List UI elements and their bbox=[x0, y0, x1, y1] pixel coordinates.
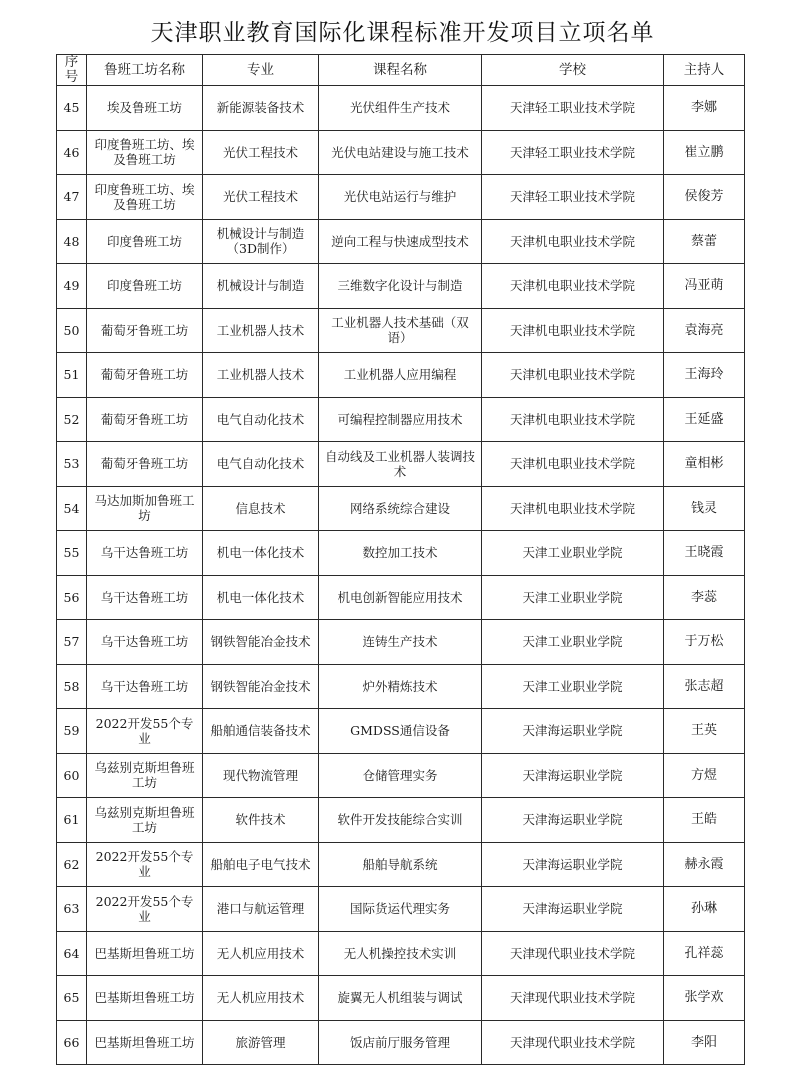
host-cell: 方煜 bbox=[664, 753, 745, 798]
header-workshop: 鲁班工坊名称 bbox=[87, 55, 203, 86]
seq-cell: 56 bbox=[57, 575, 87, 620]
workshop-cell: 2022开发55个专业 bbox=[87, 842, 203, 887]
table-row bbox=[57, 486, 745, 531]
table-row bbox=[57, 130, 745, 175]
course-cell: 可编程控制器应用技术 bbox=[319, 397, 482, 442]
host-cell: 王晓霞 bbox=[664, 531, 745, 576]
workshop-cell: 乌兹别克斯坦鲁班工坊 bbox=[87, 753, 203, 798]
course-cell: 软件开发技能综合实训 bbox=[319, 798, 482, 843]
seq-cell: 60 bbox=[57, 753, 87, 798]
major-cell: 机电一体化技术 bbox=[203, 575, 319, 620]
workshop-cell: 印度鲁班工坊、埃及鲁班工坊 bbox=[87, 130, 203, 175]
school-cell: 天津海运职业学院 bbox=[482, 842, 664, 887]
major-cell: 港口与航运管理 bbox=[203, 887, 319, 932]
workshop-cell: 乌干达鲁班工坊 bbox=[87, 620, 203, 665]
table-row bbox=[57, 931, 745, 976]
major-cell: 钢铁智能冶金技术 bbox=[203, 620, 319, 665]
course-cell: 机电创新智能应用技术 bbox=[319, 575, 482, 620]
workshop-cell: 埃及鲁班工坊 bbox=[87, 86, 203, 131]
host-cell: 钱灵 bbox=[664, 486, 745, 531]
host-cell: 王延盛 bbox=[664, 397, 745, 442]
table-header bbox=[57, 55, 745, 86]
school-cell: 天津机电职业技术学院 bbox=[482, 219, 664, 264]
major-cell: 钢铁智能冶金技术 bbox=[203, 664, 319, 709]
course-cell: 自动线及工业机器人装调技术 bbox=[319, 442, 482, 487]
workshop-cell: 2022开发55个专业 bbox=[87, 887, 203, 932]
major-cell: 无人机应用技术 bbox=[203, 931, 319, 976]
host-cell: 蔡蕾 bbox=[664, 219, 745, 264]
workshop-cell: 2022开发55个专业 bbox=[87, 709, 203, 754]
seq-cell: 51 bbox=[57, 353, 87, 398]
school-cell: 天津现代职业技术学院 bbox=[482, 931, 664, 976]
school-cell: 天津现代职业技术学院 bbox=[482, 1020, 664, 1065]
course-cell: 仓储管理实务 bbox=[319, 753, 482, 798]
header-school: 学校 bbox=[482, 55, 664, 86]
seq-cell: 64 bbox=[57, 931, 87, 976]
host-cell: 赫永霞 bbox=[664, 842, 745, 887]
major-cell: 电气自动化技术 bbox=[203, 397, 319, 442]
course-cell: 工业机器人应用编程 bbox=[319, 353, 482, 398]
seq-cell: 66 bbox=[57, 1020, 87, 1065]
course-cell: 船舶导航系统 bbox=[319, 842, 482, 887]
table-row bbox=[57, 709, 745, 754]
table-row bbox=[57, 86, 745, 131]
table-row bbox=[57, 353, 745, 398]
course-cell: 网络系统综合建设 bbox=[319, 486, 482, 531]
host-cell: 于万松 bbox=[664, 620, 745, 665]
seq-cell: 58 bbox=[57, 664, 87, 709]
workshop-cell: 乌干达鲁班工坊 bbox=[87, 575, 203, 620]
host-cell: 孔祥蕊 bbox=[664, 931, 745, 976]
major-cell: 现代物流管理 bbox=[203, 753, 319, 798]
school-cell: 天津现代职业技术学院 bbox=[482, 976, 664, 1021]
course-cell: 逆向工程与快速成型技术 bbox=[319, 219, 482, 264]
course-cell: 光伏组件生产技术 bbox=[319, 86, 482, 131]
school-cell: 天津海运职业学院 bbox=[482, 753, 664, 798]
table-row bbox=[57, 442, 745, 487]
host-cell: 王皓 bbox=[664, 798, 745, 843]
table-row bbox=[57, 264, 745, 309]
school-cell: 天津机电职业技术学院 bbox=[482, 353, 664, 398]
school-cell: 天津轻工职业技术学院 bbox=[482, 175, 664, 220]
school-cell: 天津机电职业技术学院 bbox=[482, 442, 664, 487]
header-major: 专业 bbox=[203, 55, 319, 86]
school-cell: 天津轻工职业技术学院 bbox=[482, 130, 664, 175]
host-cell: 王英 bbox=[664, 709, 745, 754]
host-cell: 冯亚萌 bbox=[664, 264, 745, 309]
major-cell: 软件技术 bbox=[203, 798, 319, 843]
major-cell: 光伏工程技术 bbox=[203, 175, 319, 220]
host-cell: 张志超 bbox=[664, 664, 745, 709]
course-cell: 饭店前厅服务管理 bbox=[319, 1020, 482, 1065]
table-row bbox=[57, 664, 745, 709]
course-cell: 旋翼无人机组装与调试 bbox=[319, 976, 482, 1021]
host-cell: 李娜 bbox=[664, 86, 745, 131]
seq-cell: 46 bbox=[57, 130, 87, 175]
header-host: 主持人 bbox=[664, 55, 745, 86]
major-cell: 船舶电子电气技术 bbox=[203, 842, 319, 887]
seq-cell: 57 bbox=[57, 620, 87, 665]
seq-cell: 52 bbox=[57, 397, 87, 442]
workshop-cell: 巴基斯坦鲁班工坊 bbox=[87, 931, 203, 976]
table-row bbox=[57, 308, 745, 353]
major-cell: 新能源装备技术 bbox=[203, 86, 319, 131]
header-row bbox=[57, 55, 745, 86]
workshop-cell: 巴基斯坦鲁班工坊 bbox=[87, 1020, 203, 1065]
major-cell: 机械设计与制造 bbox=[203, 264, 319, 309]
course-cell: 三维数字化设计与制造 bbox=[319, 264, 482, 309]
page-title: 天津职业教育国际化课程标准开发项目立项名单 bbox=[150, 20, 655, 46]
major-cell: 电气自动化技术 bbox=[203, 442, 319, 487]
seq-cell: 65 bbox=[57, 976, 87, 1021]
school-cell: 天津工业职业学院 bbox=[482, 531, 664, 576]
major-cell: 信息技术 bbox=[203, 486, 319, 531]
seq-cell: 59 bbox=[57, 709, 87, 754]
seq-cell: 63 bbox=[57, 887, 87, 932]
course-cell: GMDSS通信设备 bbox=[319, 709, 482, 754]
major-cell: 工业机器人技术 bbox=[203, 353, 319, 398]
workshop-cell: 葡萄牙鲁班工坊 bbox=[87, 353, 203, 398]
seq-cell: 54 bbox=[57, 486, 87, 531]
school-cell: 天津工业职业学院 bbox=[482, 664, 664, 709]
table-row bbox=[57, 753, 745, 798]
workshop-cell: 印度鲁班工坊、埃及鲁班工坊 bbox=[87, 175, 203, 220]
workshop-cell: 乌兹别克斯坦鲁班工坊 bbox=[87, 798, 203, 843]
major-cell: 机电一体化技术 bbox=[203, 531, 319, 576]
school-cell: 天津机电职业技术学院 bbox=[482, 397, 664, 442]
seq-cell: 48 bbox=[57, 219, 87, 264]
host-cell: 童相彬 bbox=[664, 442, 745, 487]
host-cell: 侯俊芳 bbox=[664, 175, 745, 220]
table-row bbox=[57, 575, 745, 620]
table-row bbox=[57, 976, 745, 1021]
host-cell: 李阳 bbox=[664, 1020, 745, 1065]
table-row bbox=[57, 798, 745, 843]
major-cell: 工业机器人技术 bbox=[203, 308, 319, 353]
seq-cell: 50 bbox=[57, 308, 87, 353]
table-row bbox=[57, 175, 745, 220]
host-cell: 李蕊 bbox=[664, 575, 745, 620]
major-cell: 船舶通信装备技术 bbox=[203, 709, 319, 754]
course-cell: 数控加工技术 bbox=[319, 531, 482, 576]
workshop-cell: 葡萄牙鲁班工坊 bbox=[87, 442, 203, 487]
workshop-cell: 印度鲁班工坊 bbox=[87, 264, 203, 309]
table-row bbox=[57, 531, 745, 576]
workshop-cell: 马达加斯加鲁班工坊 bbox=[87, 486, 203, 531]
host-cell: 王海玲 bbox=[664, 353, 745, 398]
school-cell: 天津海运职业学院 bbox=[482, 798, 664, 843]
header-seq: 序号 bbox=[57, 55, 87, 86]
seq-cell: 47 bbox=[57, 175, 87, 220]
workshop-cell: 乌干达鲁班工坊 bbox=[87, 664, 203, 709]
school-cell: 天津轻工职业技术学院 bbox=[482, 86, 664, 131]
school-cell: 天津工业职业学院 bbox=[482, 575, 664, 620]
seq-cell: 62 bbox=[57, 842, 87, 887]
course-cell: 工业机器人技术基础（双语） bbox=[319, 308, 482, 353]
seq-cell: 45 bbox=[57, 86, 87, 131]
course-cell: 炉外精炼技术 bbox=[319, 664, 482, 709]
school-cell: 天津工业职业学院 bbox=[482, 620, 664, 665]
seq-cell: 55 bbox=[57, 531, 87, 576]
course-cell: 无人机操控技术实训 bbox=[319, 931, 482, 976]
host-cell: 孙琳 bbox=[664, 887, 745, 932]
host-cell: 崔立鹏 bbox=[664, 130, 745, 175]
school-cell: 天津机电职业技术学院 bbox=[482, 308, 664, 353]
major-cell: 光伏工程技术 bbox=[203, 130, 319, 175]
seq-cell: 49 bbox=[57, 264, 87, 309]
host-cell: 张学欢 bbox=[664, 976, 745, 1021]
header-course: 课程名称 bbox=[319, 55, 482, 86]
workshop-cell: 葡萄牙鲁班工坊 bbox=[87, 308, 203, 353]
project-list-table bbox=[56, 54, 745, 1065]
major-cell: 旅游管理 bbox=[203, 1020, 319, 1065]
course-cell: 国际货运代理实务 bbox=[319, 887, 482, 932]
seq-cell: 53 bbox=[57, 442, 87, 487]
school-cell: 天津机电职业技术学院 bbox=[482, 264, 664, 309]
course-cell: 光伏电站运行与维护 bbox=[319, 175, 482, 220]
school-cell: 天津海运职业学院 bbox=[482, 709, 664, 754]
table-body bbox=[57, 86, 745, 1065]
course-cell: 光伏电站建设与施工技术 bbox=[319, 130, 482, 175]
table-row bbox=[57, 219, 745, 264]
major-cell: 机械设计与制造（3D制作） bbox=[203, 219, 319, 264]
table-row bbox=[57, 1020, 745, 1065]
workshop-cell: 巴基斯坦鲁班工坊 bbox=[87, 976, 203, 1021]
host-cell: 袁海亮 bbox=[664, 308, 745, 353]
table-row bbox=[57, 620, 745, 665]
seq-cell: 61 bbox=[57, 798, 87, 843]
workshop-cell: 乌干达鲁班工坊 bbox=[87, 531, 203, 576]
table-row bbox=[57, 842, 745, 887]
table-row bbox=[57, 887, 745, 932]
school-cell: 天津机电职业技术学院 bbox=[482, 486, 664, 531]
school-cell: 天津海运职业学院 bbox=[482, 887, 664, 932]
workshop-cell: 葡萄牙鲁班工坊 bbox=[87, 397, 203, 442]
table-row bbox=[57, 397, 745, 442]
workshop-cell: 印度鲁班工坊 bbox=[87, 219, 203, 264]
major-cell: 无人机应用技术 bbox=[203, 976, 319, 1021]
course-cell: 连铸生产技术 bbox=[319, 620, 482, 665]
